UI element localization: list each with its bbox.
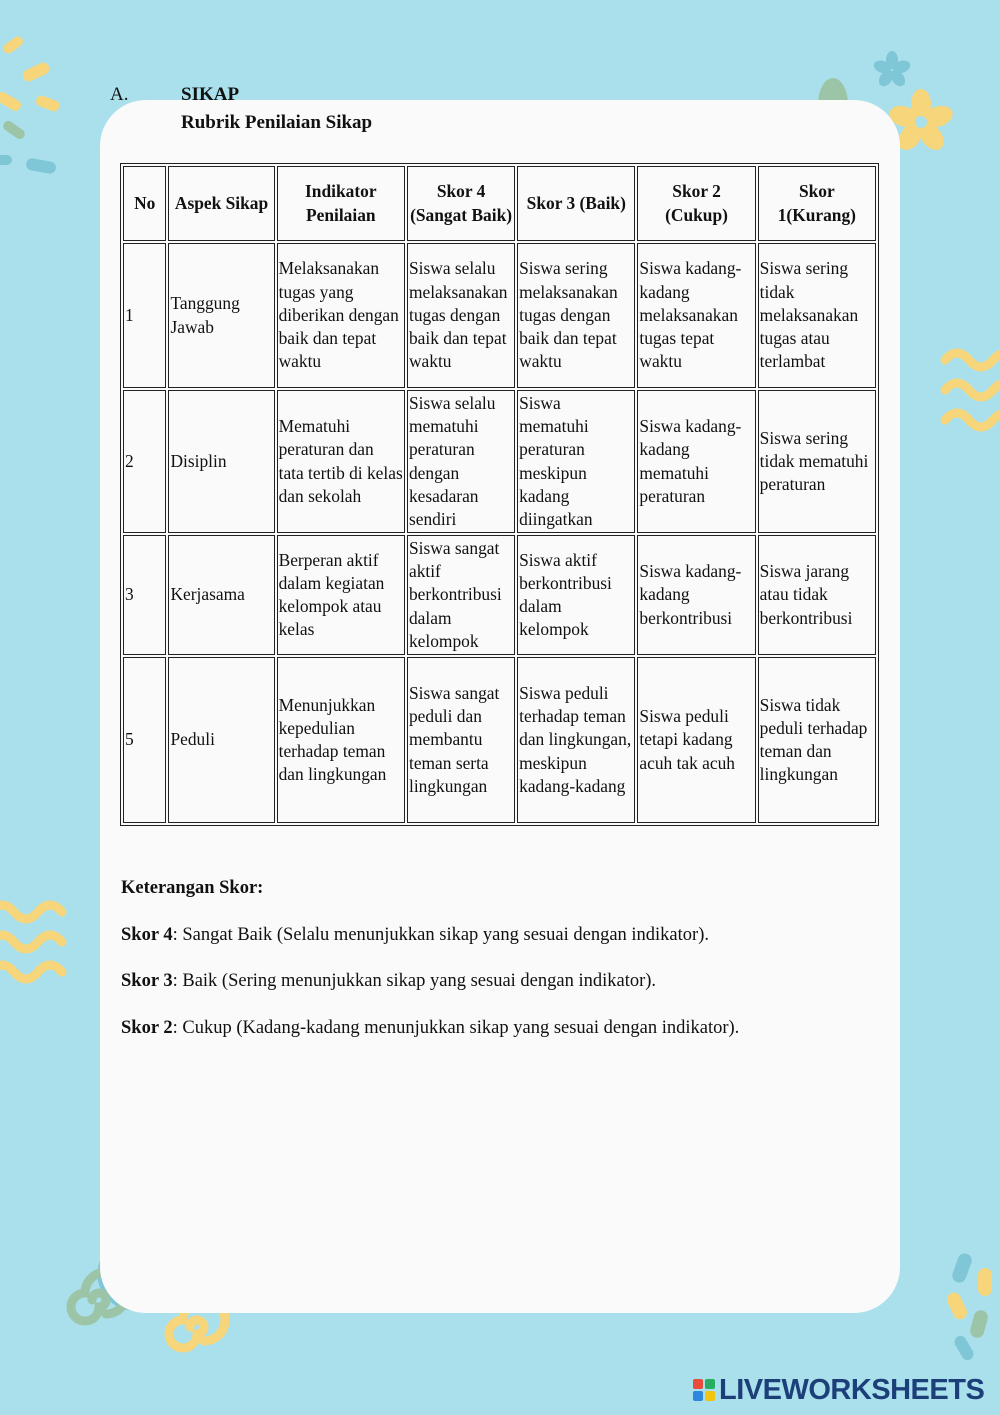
legend-label: Skor 2 bbox=[121, 1018, 173, 1038]
cell-skor3: Siswa mematuhi peraturan meskipun kadang diingatkan bbox=[517, 390, 635, 533]
section-subtitle: Rubrik Penilaian Sikap bbox=[181, 112, 373, 133]
legend-item-skor2 bbox=[121, 1018, 739, 1039]
cell-aspek: Disiplin bbox=[168, 390, 274, 533]
liveworksheets-logo-text: LIVEWORKSHEETS bbox=[719, 1373, 985, 1406]
liveworksheets-mark-icon bbox=[693, 1379, 715, 1401]
mark-square bbox=[705, 1379, 715, 1389]
mark-square bbox=[693, 1379, 703, 1389]
legend-title-text: Keterangan Skor: bbox=[121, 878, 264, 898]
table-header-row bbox=[123, 166, 876, 241]
cell-skor4: Siswa sangat peduli dan membantu teman serta lingkungan bbox=[407, 657, 515, 823]
confetti-bottom-right-decoration bbox=[945, 1252, 992, 1363]
cell-skor2: Siswa kadang-kadang berkontribusi bbox=[637, 535, 755, 655]
cell-no: 1 bbox=[123, 243, 166, 388]
mark-square bbox=[693, 1391, 703, 1401]
cell-indikator: Melaksanakan tugas yang diberikan dengan baik dan tepat waktu bbox=[277, 243, 405, 388]
liveworksheets-logo[interactable] bbox=[693, 1374, 984, 1406]
cell-no: 3 bbox=[123, 535, 166, 655]
legend-item-skor4 bbox=[121, 925, 709, 946]
cell-skor3: Siswa sering melaksanakan tugas dengan baik dan tepat waktu bbox=[517, 243, 635, 388]
cell-skor1: Siswa sering tidak melaksanakan tugas atau terlambat bbox=[758, 243, 876, 388]
header-skor3: Skor 3 (Baik) bbox=[517, 166, 635, 241]
cell-skor4: Siswa sangat aktif berkontribusi dalam kelompok bbox=[407, 535, 515, 655]
header-aspek: Aspek Sikap bbox=[168, 166, 274, 241]
cell-skor4: Siswa selalu mematuhi peraturan dengan kesadaran sendiri bbox=[407, 390, 515, 533]
cell-indikator: Mematuhi peraturan dan tata tertib di kelas dan sekolah bbox=[277, 390, 405, 533]
cell-skor2: Siswa peduli tetapi kadang acuh tak acuh bbox=[637, 657, 755, 823]
waves-left-decoration bbox=[0, 905, 62, 979]
cell-indikator: Berperan aktif dalam kegiatan kelompok atau kelas bbox=[277, 535, 405, 655]
section-title: SIKAP bbox=[181, 84, 240, 105]
cell-aspek: Tanggung Jawab bbox=[168, 243, 274, 388]
legend-label: Skor 4 bbox=[121, 925, 173, 945]
legend-text: : Sangat Baik (Selalu menunjukkan sikap yang sesuai dengan indikator). bbox=[172, 925, 709, 945]
waves-right-decoration bbox=[945, 353, 1000, 427]
table-row bbox=[123, 390, 876, 533]
cell-indikator: Menunjukkan kepedulian terhadap teman dan lingkungan bbox=[277, 657, 405, 823]
cell-no: 2 bbox=[123, 390, 166, 533]
cell-aspek: Peduli bbox=[168, 657, 274, 823]
cell-skor3: Siswa peduli terhadap teman dan lingkungan, meskipun kadang-kadang bbox=[517, 657, 635, 823]
legend-item-skor3 bbox=[121, 971, 656, 992]
legend-text: : Cukup (Kadang-kadang menunjukkan sikap yang sesuai dengan indikator). bbox=[172, 1018, 740, 1038]
legend-text: : Baik (Sering menunjukkan sikap yang sesuai dengan indikator). bbox=[172, 971, 657, 991]
header-skor4: Skor 4 (Sangat Baik) bbox=[407, 166, 515, 241]
section-letter: A. bbox=[110, 84, 129, 105]
cell-skor1: Siswa sering tidak mematuhi peraturan bbox=[758, 390, 876, 533]
cell-skor3: Siswa aktif berkontribusi dalam kelompok bbox=[517, 535, 635, 655]
rubric-table bbox=[120, 163, 879, 826]
confetti-top-left-decoration bbox=[0, 35, 61, 175]
cell-skor2: Siswa kadang-kadang melaksanakan tugas tepat waktu bbox=[637, 243, 755, 388]
cell-skor1: Siswa jarang atau tidak berkontribusi bbox=[758, 535, 876, 655]
cell-skor2: Siswa kadang-kadang mematuhi peraturan bbox=[637, 390, 755, 533]
mark-square bbox=[705, 1391, 715, 1401]
table-row bbox=[123, 535, 876, 655]
table-row bbox=[123, 657, 876, 823]
header-indikator: Indikator Penilaian bbox=[277, 166, 405, 241]
header-skor1: Skor 1(Kurang) bbox=[758, 166, 876, 241]
table-row bbox=[123, 243, 876, 388]
cell-no: 5 bbox=[123, 657, 166, 823]
cell-aspek: Kerjasama bbox=[168, 535, 274, 655]
legend-title bbox=[121, 878, 263, 899]
legend-label: Skor 3 bbox=[121, 971, 173, 991]
cell-skor1: Siswa tidak peduli terhadap teman dan lingkungan bbox=[758, 657, 876, 823]
cell-skor4: Siswa selalu melaksanakan tugas dengan baik dan tepat waktu bbox=[407, 243, 515, 388]
header-skor2: Skor 2 (Cukup) bbox=[637, 166, 755, 241]
header-no: No bbox=[123, 166, 166, 241]
